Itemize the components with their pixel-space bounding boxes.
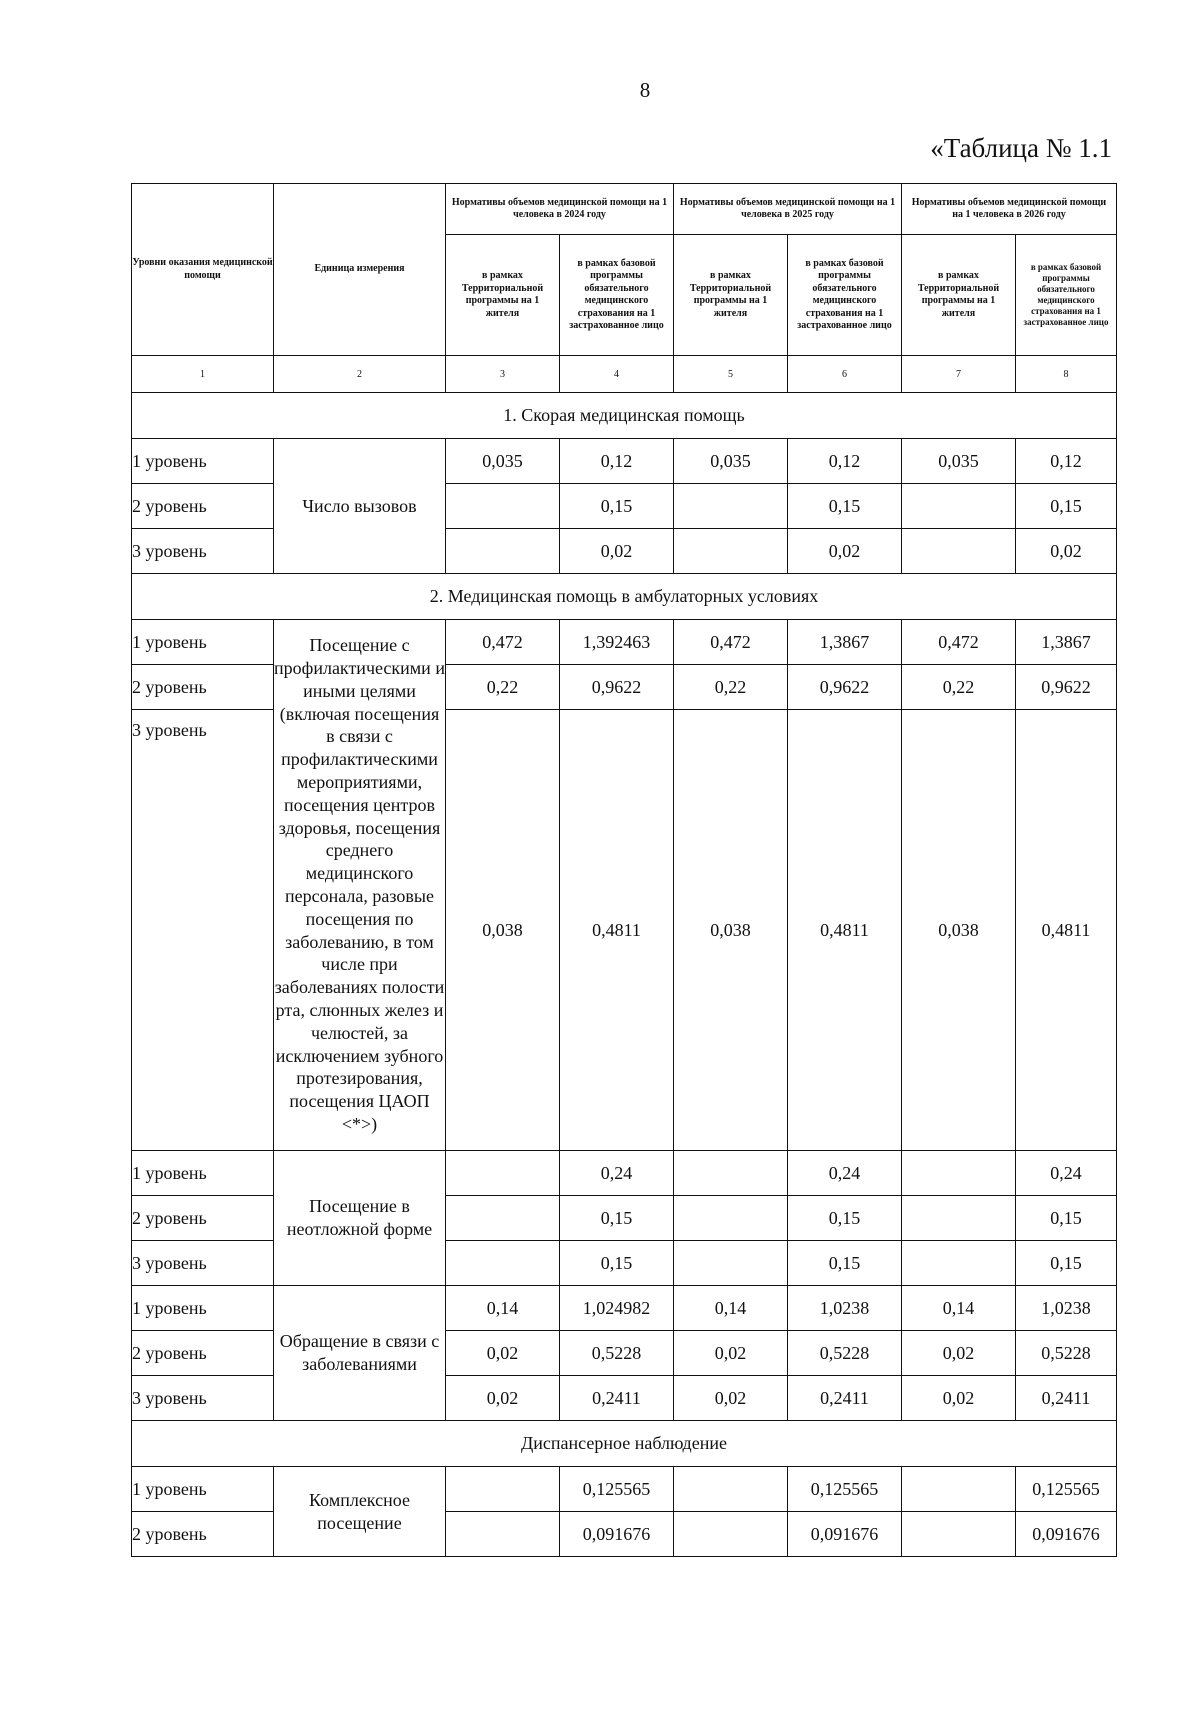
value-cell	[674, 1151, 788, 1196]
header-row-groups	[132, 184, 1117, 235]
table-row	[132, 1286, 1117, 1331]
unit-complex: Комплексное посещение	[274, 1467, 446, 1557]
page-number: 8	[639, 78, 651, 102]
unit-urgent: Посещение в неотложной форме	[274, 1151, 446, 1286]
value-cell: 0,2411	[1016, 1376, 1117, 1421]
value-cell: 1,3867	[788, 620, 902, 665]
value-cell	[902, 1151, 1016, 1196]
value-cell: 0,2411	[788, 1376, 902, 1421]
value-cell	[446, 484, 560, 529]
column-numbers-row	[132, 356, 1117, 393]
value-cell	[674, 1196, 788, 1241]
column-number: 2	[274, 356, 446, 393]
value-cell: 0,15	[560, 1241, 674, 1286]
value-cell: 0,472	[674, 620, 788, 665]
norms-table	[131, 183, 1117, 1557]
column-number: 3	[446, 356, 560, 393]
value-cell	[446, 529, 560, 574]
value-cell: 0,091676	[1016, 1512, 1117, 1557]
level-cell: 1 уровень	[132, 1151, 274, 1196]
section-row	[132, 574, 1117, 620]
value-cell: 0,15	[788, 484, 902, 529]
value-cell: 0,02	[674, 1331, 788, 1376]
column-number: 5	[674, 356, 788, 393]
header-group-2025: Нормативы объемов медицинской помощи на 1 человека в 2025 году	[674, 184, 902, 235]
value-cell	[902, 1467, 1016, 1512]
value-cell: 0,472	[446, 620, 560, 665]
unit-disease: Обращение в связи с заболеваниями	[274, 1286, 446, 1421]
value-cell: 0,091676	[788, 1512, 902, 1557]
header-group-2026: Нормативы объемов медицинской помощи на 1 человека в 2026 году	[902, 184, 1117, 235]
level-cell: 1 уровень	[132, 1467, 274, 1512]
level-cell: 1 уровень	[132, 439, 274, 484]
column-number: 8	[1016, 356, 1117, 393]
value-cell: 0,035	[446, 439, 560, 484]
value-cell: 0,02	[788, 529, 902, 574]
level-cell: 2 уровень	[132, 665, 274, 710]
unit-calls: Число вызовов	[274, 439, 446, 574]
header-sub-territorial-2024: в рамках Территориальной программы на 1 жителя	[446, 235, 560, 356]
value-cell	[902, 484, 1016, 529]
value-cell: 0,22	[674, 665, 788, 710]
value-cell: 0,9622	[560, 665, 674, 710]
header-level: Уровни оказания медицинской помощи	[132, 184, 274, 356]
unit-prophylactic: Посещение с профилактическими и иными целями (включая посещения в связи с профилактическими мероприятиями, посещения центров здоровья, посещения среднего медицинского персонала, разовые посещения по заболеванию, в том числе при заболеваниях полости рта, слюнных желез и челюстей, за исключением зубного протезирования, посещения ЦАОП <*>)	[274, 620, 446, 1151]
value-cell	[446, 1467, 560, 1512]
value-cell: 0,02	[902, 1331, 1016, 1376]
value-cell	[446, 1512, 560, 1557]
column-number: 6	[788, 356, 902, 393]
level-cell: 2 уровень	[132, 1512, 274, 1557]
value-cell: 0,24	[788, 1151, 902, 1196]
value-cell: 0,02	[1016, 529, 1117, 574]
value-cell: 0,12	[560, 439, 674, 484]
table-row	[132, 1467, 1117, 1512]
value-cell: 1,3867	[1016, 620, 1117, 665]
header-sub-territorial-2026: в рамках Территориальной программы на 1 жителя	[902, 235, 1016, 356]
value-cell	[446, 1241, 560, 1286]
value-cell	[674, 1467, 788, 1512]
value-cell: 0,038	[674, 710, 788, 1151]
value-cell: 0,038	[902, 710, 1016, 1151]
section-title-ambulance: 1. Скорая медицинская помощь	[132, 393, 1117, 439]
level-cell: 1 уровень	[132, 1286, 274, 1331]
value-cell: 0,15	[560, 484, 674, 529]
value-cell: 0,02	[446, 1331, 560, 1376]
value-cell: 0,5228	[788, 1331, 902, 1376]
value-cell: 0,02	[560, 529, 674, 574]
header-group-2024: Нормативы объемов медицинской помощи на 1 человека в 2024 году	[446, 184, 674, 235]
value-cell: 0,12	[1016, 439, 1117, 484]
value-cell: 0,038	[446, 710, 560, 1151]
level-cell: 3 уровень	[132, 1241, 274, 1286]
value-cell: 0,15	[1016, 484, 1117, 529]
value-cell: 0,4811	[1016, 710, 1117, 1151]
value-cell: 0,22	[902, 665, 1016, 710]
value-cell: 0,02	[902, 1376, 1016, 1421]
value-cell: 1,024982	[560, 1286, 674, 1331]
value-cell	[902, 1241, 1016, 1286]
level-cell: 2 уровень	[132, 1196, 274, 1241]
value-cell: 0,02	[446, 1376, 560, 1421]
value-cell: 0,5228	[1016, 1331, 1117, 1376]
value-cell	[674, 484, 788, 529]
value-cell: 0,125565	[1016, 1467, 1117, 1512]
table-row	[132, 1151, 1117, 1196]
value-cell: 1,0238	[788, 1286, 902, 1331]
column-number: 4	[560, 356, 674, 393]
value-cell: 1,392463	[560, 620, 674, 665]
value-cell: 1,0238	[1016, 1286, 1117, 1331]
value-cell: 0,15	[1016, 1196, 1117, 1241]
value-cell: 0,14	[902, 1286, 1016, 1331]
value-cell	[674, 1241, 788, 1286]
header-sub-oms-2024: в рамках базовой программы обязательного медицинского страхования на 1 застрахованное лицо	[560, 235, 674, 356]
section-title-dispensary: Диспансерное наблюдение	[132, 1421, 1117, 1467]
value-cell: 0,14	[446, 1286, 560, 1331]
header-sub-oms-2025: в рамках базовой программы обязательного медицинского страхования на 1 застрахованное лицо	[788, 235, 902, 356]
value-cell: 0,02	[674, 1376, 788, 1421]
value-cell: 0,24	[560, 1151, 674, 1196]
section-row	[132, 1421, 1117, 1467]
value-cell: 0,15	[1016, 1241, 1117, 1286]
value-cell: 0,4811	[788, 710, 902, 1151]
value-cell	[902, 1196, 1016, 1241]
value-cell: 0,14	[674, 1286, 788, 1331]
value-cell: 0,12	[788, 439, 902, 484]
value-cell: 0,9622	[1016, 665, 1117, 710]
section-row	[132, 393, 1117, 439]
level-cell: 3 уровень	[132, 1376, 274, 1421]
level-cell: 3 уровень	[132, 529, 274, 574]
level-cell: 3 уровень	[132, 710, 274, 1151]
value-cell	[902, 529, 1016, 574]
header-sub-oms-2026: в рамках базовой программы обязательного медицинского страхования на 1 застрахованное лицо	[1016, 235, 1117, 356]
level-cell: 2 уровень	[132, 1331, 274, 1376]
value-cell	[446, 1196, 560, 1241]
value-cell	[446, 1151, 560, 1196]
value-cell: 0,035	[674, 439, 788, 484]
value-cell: 0,2411	[560, 1376, 674, 1421]
value-cell: 0,472	[902, 620, 1016, 665]
column-number: 7	[902, 356, 1016, 393]
column-number: 1	[132, 356, 274, 393]
value-cell: 0,9622	[788, 665, 902, 710]
section-title-outpatient: 2. Медицинская помощь в амбулаторных условиях	[132, 574, 1117, 620]
value-cell	[674, 529, 788, 574]
table-title: «Таблица № 1.1	[930, 133, 1112, 163]
value-cell	[902, 1512, 1016, 1557]
value-cell: 0,24	[1016, 1151, 1117, 1196]
value-cell: 0,5228	[560, 1331, 674, 1376]
level-cell: 1 уровень	[132, 620, 274, 665]
value-cell: 0,15	[788, 1241, 902, 1286]
value-cell: 0,091676	[560, 1512, 674, 1557]
value-cell: 0,15	[788, 1196, 902, 1241]
value-cell: 0,125565	[788, 1467, 902, 1512]
header-sub-territorial-2025: в рамках Территориальной программы на 1 жителя	[674, 235, 788, 356]
level-cell: 2 уровень	[132, 484, 274, 529]
value-cell	[674, 1512, 788, 1557]
value-cell: 0,125565	[560, 1467, 674, 1512]
value-cell: 0,035	[902, 439, 1016, 484]
table-row	[132, 620, 1117, 665]
table-row	[132, 439, 1117, 484]
value-cell: 0,22	[446, 665, 560, 710]
value-cell: 0,4811	[560, 710, 674, 1151]
value-cell: 0,15	[560, 1196, 674, 1241]
header-unit: Единица измерения	[274, 184, 446, 356]
